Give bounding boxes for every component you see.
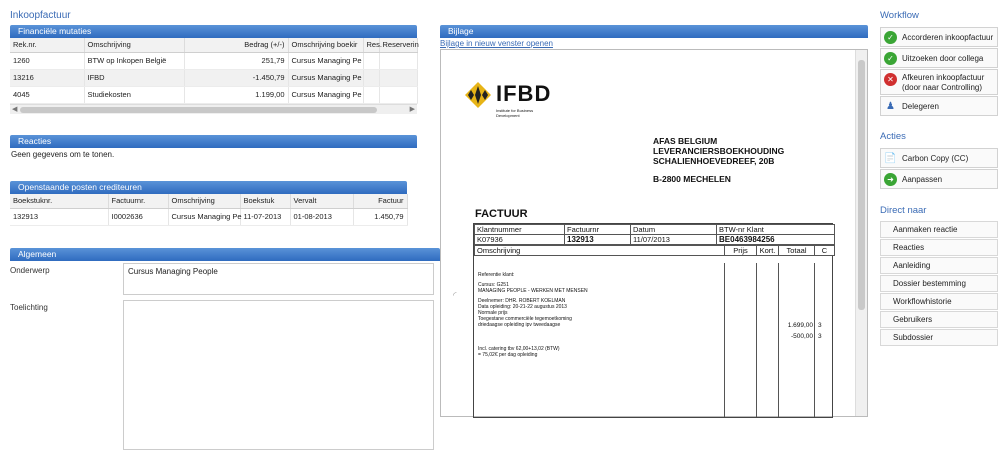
cell: -1.450,79: [184, 69, 288, 86]
reacties-panel: [10, 135, 417, 161]
cell: [363, 86, 379, 103]
algemeen-header: Algemeen: [10, 248, 440, 261]
accorderen-button[interactable]: [880, 27, 998, 47]
cell: 132913: [10, 208, 108, 225]
document-icon: 📄: [884, 152, 897, 164]
button-label-line1: Afkeuren inkoopfactuur: [902, 73, 985, 82]
cell: Cursus Managing Pe: [288, 86, 363, 103]
cell: [363, 69, 379, 86]
cell: [379, 86, 417, 103]
toelichting-field[interactable]: [123, 300, 434, 450]
head-value: BE0463984256: [717, 235, 835, 245]
cell: Cursus Managing Pe: [168, 208, 240, 225]
viewer-scrollbar[interactable]: [855, 50, 867, 416]
col-bedrag[interactable]: Bedrag (+/-): [184, 38, 288, 52]
item-label: Prijs: [725, 246, 757, 256]
addressee-block: [653, 136, 784, 184]
address-line: AFAS BELGIUM: [653, 136, 718, 146]
cell: 11-07-2013: [240, 208, 290, 225]
viewer-left-mark: ◜: [453, 290, 457, 300]
direct-naar-title: Direct naar: [880, 205, 927, 216]
cell: 1.450,79: [353, 208, 407, 225]
logo-text: IFBD: [496, 81, 552, 106]
col-divider: [756, 263, 757, 417]
reacties-header: Reacties: [10, 135, 417, 148]
invoice-line: Normale prijs: [478, 310, 508, 316]
invoice-line: driedaagse opleiding ipv tweedaagse: [478, 322, 561, 328]
cell: Studiekosten: [84, 86, 184, 103]
horizontal-scrollbar[interactable]: [10, 104, 417, 114]
table-row[interactable]: [10, 69, 417, 86]
openstaande-table: [10, 194, 408, 226]
scroll-left-icon[interactable]: ◀: [12, 105, 18, 113]
col-factuurnr[interactable]: Factuurnr.: [108, 194, 168, 208]
users-icon: ♟: [886, 100, 895, 112]
openstaande-header: Openstaande posten crediteuren: [10, 181, 407, 194]
invoice-line: Toegestane commerciële tegemoetkoming: [478, 316, 572, 322]
col-factuur[interactable]: Factuur: [353, 194, 407, 208]
bijlage-panel: [440, 25, 868, 417]
item-label: C: [815, 246, 835, 256]
cell: 251,79: [184, 52, 288, 69]
factuur-title: FACTUUR: [475, 208, 528, 220]
cell: I0002636: [108, 208, 168, 225]
col-divider: [814, 263, 815, 417]
invoice-line: Incl. catering tbv 62,00+13,02 (BTW): [478, 346, 560, 352]
scrollbar-thumb[interactable]: [20, 107, 377, 113]
onderwerp-field[interactable]: Cursus Managing People: [123, 263, 434, 295]
link-reacties[interactable]: Reacties: [880, 239, 998, 256]
invoice-document: [463, 66, 848, 418]
invoice-head-table: [474, 224, 835, 245]
onderwerp-label: Onderwerp: [10, 266, 50, 275]
toelichting-label: Toelichting: [10, 303, 48, 312]
logo-sub2: Development: [496, 113, 520, 118]
col-boekstuknr[interactable]: Boekstuknr.: [10, 194, 108, 208]
address-line: B-2800 MECHELEN: [653, 174, 731, 184]
link-aanleiding[interactable]: Aanleiding: [880, 257, 998, 274]
item-label: Omschrijving: [475, 246, 725, 256]
button-label: Carbon Copy (CC): [902, 153, 969, 163]
item-label: Kort.: [757, 246, 779, 256]
logo-sub1: Institute for Business: [496, 108, 534, 113]
button-label: Accorderen inkoopfactuur: [902, 32, 994, 42]
invoice-items-header: [474, 245, 835, 256]
col-res[interactable]: Res.: [363, 38, 379, 52]
button-label: Uitzoeken door collega: [902, 53, 984, 63]
uitzoeken-button[interactable]: [880, 48, 998, 68]
head-label: BTW-nr Klant: [717, 225, 835, 235]
button-label-line2: (door naar Controlling): [902, 83, 983, 92]
open-attachment-link[interactable]: Bijlage in nieuw venster openen: [440, 39, 553, 48]
invoice-line: Data opleiding: 20-21-22 augustus 2013: [478, 304, 567, 310]
invoice-line: MANAGING PEOPLE - WERKEN MET MENSEN: [478, 288, 588, 294]
col-omschrijving[interactable]: Omschrijving: [168, 194, 240, 208]
cell: IFBD: [84, 69, 184, 86]
cell: 1260: [10, 52, 84, 69]
link-gebruikers[interactable]: Gebruikers: [880, 311, 998, 328]
head-label: Klantnummer: [475, 225, 565, 235]
cell: 4045: [10, 86, 84, 103]
bijlage-header: Bijlage: [440, 25, 868, 38]
cell: Cursus Managing Pe: [288, 69, 363, 86]
total-amount: 1.699,00: [787, 322, 813, 329]
openstaande-panel: [10, 181, 407, 226]
invoice-frame: [473, 223, 833, 418]
button-label: Aanpassen: [902, 174, 943, 184]
link-dossier-bestemming[interactable]: Dossier bestemming: [880, 275, 998, 292]
delegeren-button[interactable]: [880, 96, 998, 116]
cell: [379, 69, 417, 86]
algemeen-panel: [0, 248, 440, 455]
reject-icon: ✕: [884, 73, 897, 86]
link-aanmaken-reactie[interactable]: Aanmaken reactie: [880, 221, 998, 238]
check-icon: ✓: [884, 52, 897, 65]
afkeuren-button[interactable]: [880, 69, 998, 95]
invoice-line: = 75,02€ per dag opleiding: [478, 352, 538, 358]
total-code: 3: [818, 322, 822, 329]
col-divider: [778, 263, 779, 417]
cell: Cursus Managing Pe: [288, 52, 363, 69]
table-row[interactable]: [10, 86, 417, 103]
link-workflowhistorie[interactable]: Workflowhistorie: [880, 293, 998, 310]
financial-table: [10, 38, 418, 104]
head-value: 11/07/2013: [631, 235, 717, 245]
head-value: K07936: [475, 235, 565, 245]
col-reservering[interactable]: Reserverin: [379, 38, 417, 52]
item-label: Totaal: [779, 246, 815, 256]
total-amount: -500,00: [790, 333, 813, 340]
col-divider: [724, 263, 725, 417]
invoice-line: Cursus: G251: [478, 282, 509, 288]
cell: BTW op Inkopen België: [84, 52, 184, 69]
cell: 13216: [10, 69, 84, 86]
attachment-viewer[interactable]: [440, 49, 868, 417]
check-icon: ✓: [884, 31, 897, 44]
head-label: Datum: [631, 225, 717, 235]
address-line: LEVERANCIERSBOEKHOUDING: [653, 146, 785, 156]
col-boekstuk[interactable]: Boekstuk: [240, 194, 290, 208]
col-omschrijving[interactable]: Omschrijving: [84, 38, 184, 52]
page-title: Inkoopfactuur: [10, 10, 71, 21]
head-label: Factuurnr: [565, 225, 631, 235]
col-vervalt[interactable]: Vervalt: [290, 194, 353, 208]
ifbd-logo-icon: [463, 80, 493, 110]
logo-subtitle: [496, 108, 533, 118]
financial-header: Financiële mutaties: [10, 25, 417, 38]
cell: 1.199,00: [184, 86, 288, 103]
cell: [379, 52, 417, 69]
invoice-line: Referentie klant:: [478, 272, 515, 278]
col-omschrijving-boeking[interactable]: Omschrijving boekir: [288, 38, 363, 52]
invoice-line: Deelnemer: DHR. ROBERT KOELMAN: [478, 298, 566, 304]
col-reknr[interactable]: Rek.nr.: [10, 38, 84, 52]
invoice-lines: [478, 272, 718, 358]
carbon-copy-button[interactable]: [880, 148, 998, 168]
address-line: SCHALIENHOEVEDREEF, 20B: [653, 156, 775, 166]
table-row[interactable]: [10, 208, 407, 225]
arrow-right-icon: ➜: [884, 173, 897, 186]
acties-title: Acties: [880, 131, 906, 142]
cell: [363, 52, 379, 69]
aanpassen-button[interactable]: [880, 169, 998, 189]
workflow-title: Workflow: [880, 10, 919, 21]
financial-panel: [10, 25, 417, 114]
address-line: [653, 166, 784, 174]
empty-message: Geen gegevens om te tonen.: [11, 150, 115, 159]
cell: 01-08-2013: [290, 208, 353, 225]
button-label: Delegeren: [902, 101, 939, 111]
table-row[interactable]: [10, 52, 417, 69]
head-value: 132913: [565, 235, 631, 245]
viewer-scrollbar-thumb[interactable]: [858, 60, 865, 310]
scroll-right-icon[interactable]: ▶: [409, 105, 415, 113]
link-subdossier[interactable]: Subdossier: [880, 329, 998, 346]
button-label: [902, 73, 984, 93]
total-code: 3: [818, 333, 822, 340]
